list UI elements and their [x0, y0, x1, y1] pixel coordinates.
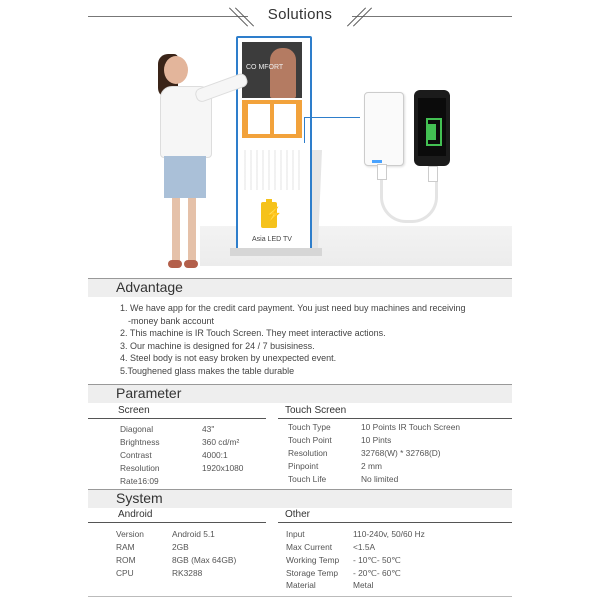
touch-value: 2 mm	[361, 461, 382, 471]
other-label: Max Current	[286, 542, 333, 552]
advantage-item: 1. We have app for the credit card payment. You just need buy machines and receiving	[120, 303, 466, 313]
other-value: - 20℃- 60℃	[353, 568, 401, 578]
page-title: Solutions	[267, 6, 333, 23]
other-value: - 10℃- 50℃	[353, 555, 401, 565]
other-value: <1.5A	[353, 542, 376, 552]
touch-label: Resolution	[288, 448, 328, 458]
kiosk-screen-ad	[242, 42, 302, 98]
screen-value: 43"	[202, 424, 215, 434]
touch-value: 10 Points IR Touch Screen	[361, 422, 461, 432]
android-value: RK3288	[172, 568, 203, 578]
bottom-rule	[88, 596, 512, 597]
other-subtitle-rule	[278, 522, 512, 523]
other-subtitle: Other	[285, 509, 311, 520]
other-label: Working Temp	[286, 555, 340, 565]
screen-label: Diagonal	[120, 424, 154, 434]
kiosk-brand: Asia LED TV	[252, 236, 292, 243]
advantage-item: -money bank account	[128, 315, 215, 326]
woman-head	[164, 56, 188, 84]
screen-subtitle-rule	[88, 418, 266, 419]
system-title: System	[116, 490, 163, 506]
android-subtitle-rule	[88, 522, 266, 523]
touch-label: Touch Type	[288, 422, 331, 432]
touch-subtitle: Touch Screen	[285, 405, 347, 416]
advantage-item: 4. Steel body is not easy broken by unexpected event.	[120, 353, 337, 364]
power-bank	[364, 92, 404, 166]
android-label: Version	[116, 529, 144, 539]
parameter-title: Parameter	[116, 385, 182, 401]
ad-model	[270, 48, 296, 98]
advantage-item: 2. This machine is IR Touch Screen. They meet interactive actions.	[120, 328, 386, 339]
screen-value: 1920x1080	[202, 463, 244, 473]
power-bank-leds	[372, 160, 382, 163]
other-value: 110-240v, 50/60 Hz	[353, 529, 425, 539]
android-value: 2GB	[172, 542, 189, 552]
touch-value: 32768(W) * 32768(D)	[361, 448, 441, 458]
screen-label: Brightness	[120, 437, 160, 447]
cable-plug	[428, 166, 438, 182]
android-label: RAM	[116, 542, 135, 552]
touch-subtitle-rule	[278, 418, 512, 419]
touch-value: No limited	[361, 474, 399, 484]
other-value: Metal	[353, 580, 374, 590]
phone-battery-fill	[428, 124, 436, 140]
kiosk-base	[230, 248, 322, 256]
product-card	[274, 104, 296, 134]
callout-line	[304, 117, 305, 143]
woman-skirt	[164, 156, 206, 198]
screen-label: Rate16:09	[120, 476, 159, 486]
android-label: CPU	[116, 568, 134, 578]
charging-slots	[240, 150, 304, 190]
touch-label: Touch Point	[288, 435, 332, 445]
touch-value: 10 Pints	[361, 435, 392, 445]
advantage-title: Advantage	[116, 279, 183, 295]
screen-label: Contrast	[120, 450, 152, 460]
ad-text: CO MFORT	[246, 64, 284, 71]
lightning-icon: ⚡	[265, 206, 283, 222]
product-card	[248, 104, 270, 134]
advantage-item: 5.Toughened glass makes the table durable	[120, 365, 295, 376]
cable-plug	[377, 164, 387, 180]
advantage-list	[120, 302, 500, 378]
screen-subtitle: Screen	[118, 405, 150, 416]
screen-value: 360 cd/m²	[202, 437, 240, 447]
other-label: Storage Temp	[286, 568, 338, 578]
android-value: Android 5.1	[172, 529, 215, 539]
kiosk-screen-products	[242, 100, 302, 138]
callout-line	[304, 117, 360, 118]
touch-label: Touch Life	[288, 474, 327, 484]
other-label: Material	[286, 580, 316, 590]
woman-leg	[188, 198, 196, 262]
woman-leg	[172, 198, 180, 262]
other-label: Input	[286, 529, 305, 539]
android-value: 8GB (Max 64GB)	[172, 555, 237, 565]
android-label: ROM	[116, 555, 136, 565]
woman-shoe	[168, 260, 182, 268]
android-subtitle: Android	[118, 509, 153, 520]
screen-label: Resolution	[120, 463, 160, 473]
woman-shoe	[184, 260, 198, 268]
touch-label: Pinpoint	[288, 461, 319, 471]
advantage-item: 3. Our machine is designed for 24 / 7 busisiness.	[120, 340, 315, 351]
screen-value: 4000:1	[202, 450, 228, 460]
